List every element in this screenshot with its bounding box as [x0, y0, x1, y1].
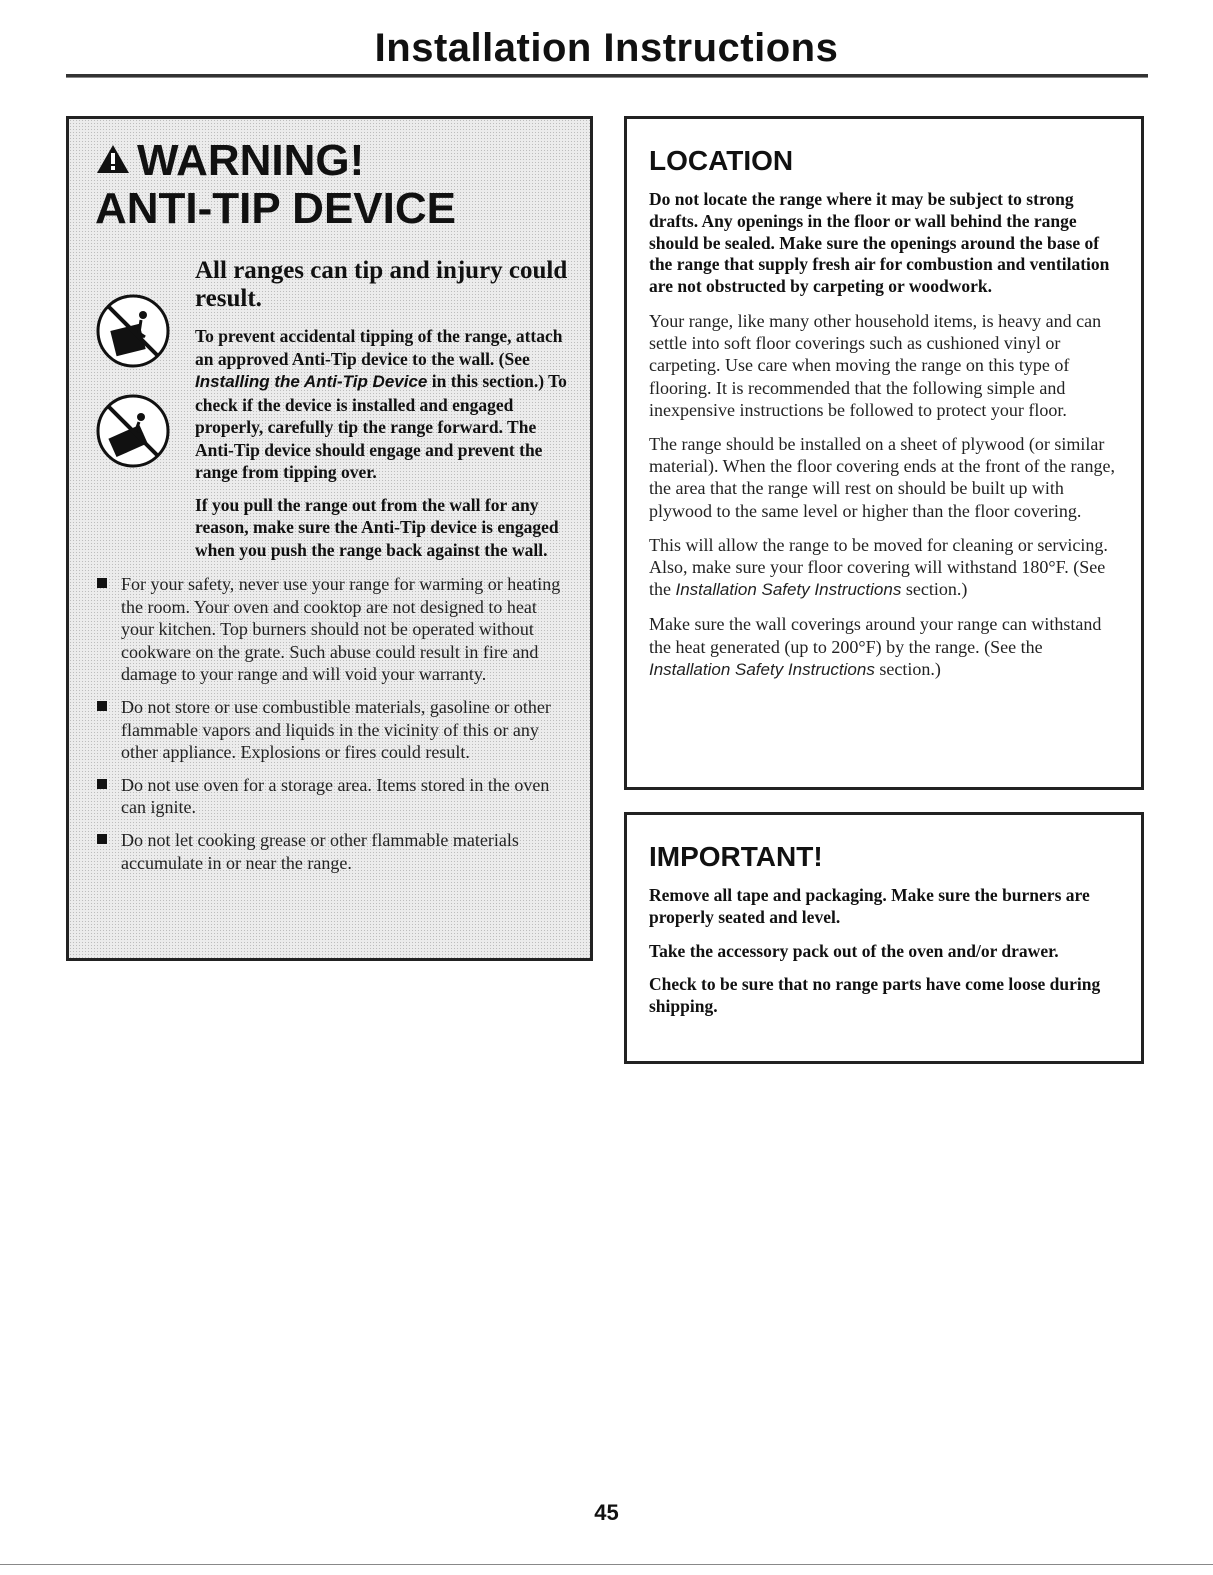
warning-lead: All ranges can tip and injury could result. [195, 257, 568, 312]
important-paragraph-1: Remove all tape and packaging. Make sure the burners are properly seated and level. [649, 885, 1090, 927]
warning-heading-line1 [95, 137, 572, 185]
range-tipping-prohibited-icon [95, 293, 171, 369]
bottom-rule [0, 1564, 1213, 1565]
warning-box [66, 116, 593, 961]
warning-triangle-icon [95, 137, 131, 185]
page-number: 45 [594, 1500, 619, 1525]
bullet-square-icon [97, 779, 107, 789]
warning-title: WARNING! [137, 136, 365, 185]
important-box [624, 812, 1144, 1064]
warning-content [195, 257, 572, 561]
location-paragraph-3: This will allow the range to be moved for cleaning or servicing. Also, make sure your floor covering will withstand 180°F. (See the Installation Safety Instructions section.) [649, 534, 1108, 600]
important-paragraph-2: Take the accessory pack out of the oven and/or drawer. [649, 940, 1059, 961]
location-paragraph-4: Make sure the wall coverings around your range can withstand the heat generated (up to 200°F) by the range. (See the Installation Safety Instructions section.) [649, 614, 1102, 679]
list-item: Do not store or use combustible materials, gasoline or other flammable vapors and liquids in the vicinity of this or any other appliance. Explosions or fires could result. [95, 696, 572, 764]
bullet-square-icon [97, 834, 107, 844]
title-rule [66, 74, 1148, 78]
important-heading: IMPORTANT! [649, 841, 823, 872]
list-item: Do not use oven for a storage area. Items stored in the oven can ignite. [95, 774, 572, 819]
bullet-square-icon [97, 578, 107, 588]
location-heading: LOCATION [649, 145, 794, 176]
list-item: For your safety, never use your range for warming or heating the room. Your oven and cooktop are not designed to heat your kitchen. Top burners should not be operated without cookware on the grate. Such abuse could result in fire and damage to your range and will void your warranty. [95, 573, 572, 686]
location-paragraph-1: Your range, like many other household items, is heavy and can settle into soft floor coverings such as cushioned vinyl or carpeting. Use care when moving the range on this type of flooring. It is recommended that the following simple and inexpensive instructions be followed to protect your floor. [649, 310, 1102, 420]
important-paragraph-3: Check to be sure that no range parts have come loose during shipping. [649, 974, 1101, 1017]
list-item: Do not let cooking grease or other flammable materials accumulate in or near the range. [95, 829, 572, 874]
warning-paragraph-2: If you pull the range out from the wall for any reason, make sure the Anti-Tip device is engaged when you push the range back against the wall. [195, 494, 559, 560]
page-title: Installation Instructions [374, 26, 839, 70]
location-paragraph-2: The range should be installed on a sheet of plywood (or similar material). When the floor covering ends at the front of the range, the area that the range will rest on should be built up with plywood to the same level or higher than the floor covering. [649, 434, 1115, 521]
warning-bullet-list [95, 573, 572, 874]
warning-paragraph-1: To prevent accidental tipping of the range, attach an approved Anti-Tip device to the wall. (See Installing the Anti-Tip Device in this section.) To check if the device is installed and engaged properly, carefully tip the range forward. The Anti-Tip device should engage and prevent the range from tipping over. [195, 326, 567, 482]
warning-subtitle: ANTI-TIP DEVICE [95, 184, 457, 233]
location-box [624, 116, 1144, 790]
range-tipping-prohibited-icon [95, 393, 171, 469]
location-bold-paragraph: Do not locate the range where it may be subject to strong drafts. Any openings in the floor or wall behind the range should be sealed. Make sure the openings around the base of the range that supply fresh air for combustion and ventilation are not obstructed by carpeting or woodwork. [649, 189, 1110, 297]
bullet-square-icon [97, 701, 107, 711]
